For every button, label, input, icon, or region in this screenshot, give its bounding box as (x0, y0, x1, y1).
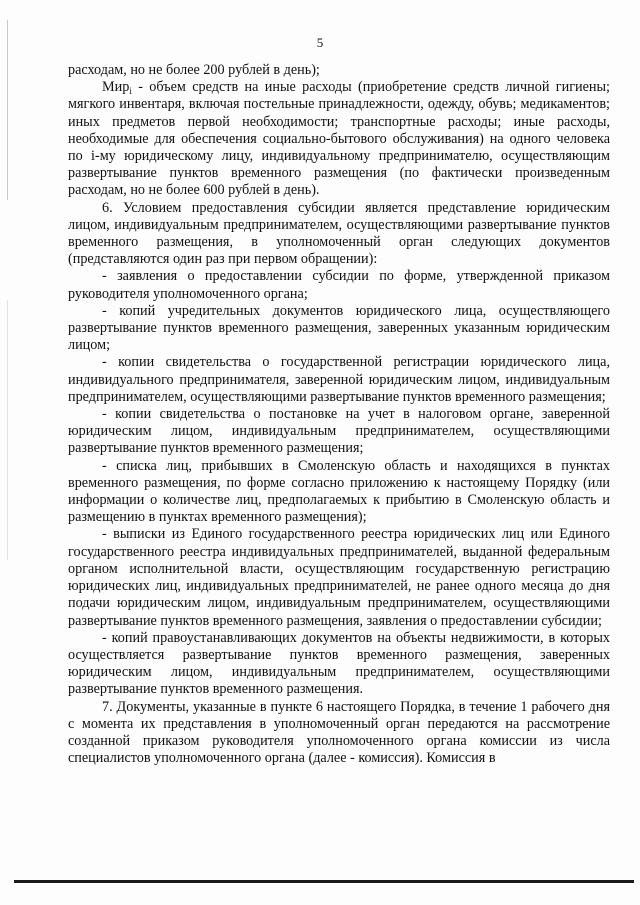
list-item: - копии свидетельства о государственной регистрации юридического лица, индивидуального предпринимателя, заверенной юридическим лицом, индивидуальным предпринимателем, осуществляющими развертывание пунктов временного размещения; (68, 354, 610, 405)
list-item: - заявления о предоставлении субсидии по форме, утвержденной приказом руководителя уполномоченного органа; (68, 268, 610, 302)
list-item: - копий учредительных документов юридического лица, осуществляющего развертывание пунктов временного размещения, заверенных указанным юридическим лицом; (68, 302, 610, 354)
bottom-rule (14, 880, 634, 883)
list-item: - копий правоустанавливающих документов на объекты недвижимости, в которых осуществляется развертывание пунктов временного размещения, заверенных юридическим лицом, индивидуальным предпринимателем, осуществляющими развертывание пунктов временного размещения. (68, 629, 610, 698)
paragraph: расходам, но не более 200 рублей в день); (68, 62, 320, 78)
paragraph: 6. Условием предоставления субсидии является представление юридическим лицом, индивидуальным предпринимателем, осуществляющими развертывание пунктов временного размещения, в уполномоченный орган следующих документов (представляются один раз при первом обращении): (68, 199, 610, 268)
paragraph (68, 79, 610, 199)
paragraph: 7. Документы, указанные в пункте 6 настоящего Порядка, в течение 1 рабочего дня с момента их представления в уполномоченный орган передаются на рассмотрение созданной приказом руководителя уполномоченного органа комиссии из числа специалистов уполномоченного органа (далее - комиссия). Комиссия в (68, 698, 610, 767)
list-item: - списка лиц, прибывших в Смоленскую область и находящихся в пунктах временного размещения, по форме согласно приложению к настоящему Порядку (или информации о количестве лиц, предполагаемых к прибытию в Смоленскую область и размещению в пунктах временного размещения); (68, 457, 610, 526)
paragraph-text: - объем средств на иные расходы (приобретение средств личной гигиены; мягкого инвентаря, включая постельные принадлежности, одежду, обувь; медикаментов; иных предметов первой необходимости; транспортные расходы; иные расходы, необходимые для обеспечения социально-бытового обслуживания) на одного человека по i-му юридическому лицу, индивидуальному предпринимателю, осуществляющим развертывание пунктов временного размещения (по фактически произведенным расходам, но не более 600 рублей в день). (68, 79, 610, 199)
variable-subscript: i (129, 86, 132, 97)
list-item: - выписки из Единого государственного реестра юридических лиц или Единого государственного реестра индивидуальных предпринимателей, выданной федеральным органом исполнительной власти, осуществляющим государственную регистрацию юридических лиц, индивидуальных предпринимателей, не ранее одного месяца до дня подачи юридическим лицом, индивидуальным предпринимателем, осуществляющими развертывание пунктов временного размещения, заявления о предоставлении субсидии; (68, 526, 610, 629)
document-body (68, 62, 610, 767)
scan-edge-mark (7, 300, 8, 560)
variable-name: Мир (102, 79, 130, 96)
page-number: 5 (316, 35, 324, 50)
list-item: - копии свидетельства о постановке на учет в налоговом органе, заверенной юридическим лицом, индивидуальным предпринимателем, осуществляющими развертывание пунктов временного размещения; (68, 406, 610, 457)
